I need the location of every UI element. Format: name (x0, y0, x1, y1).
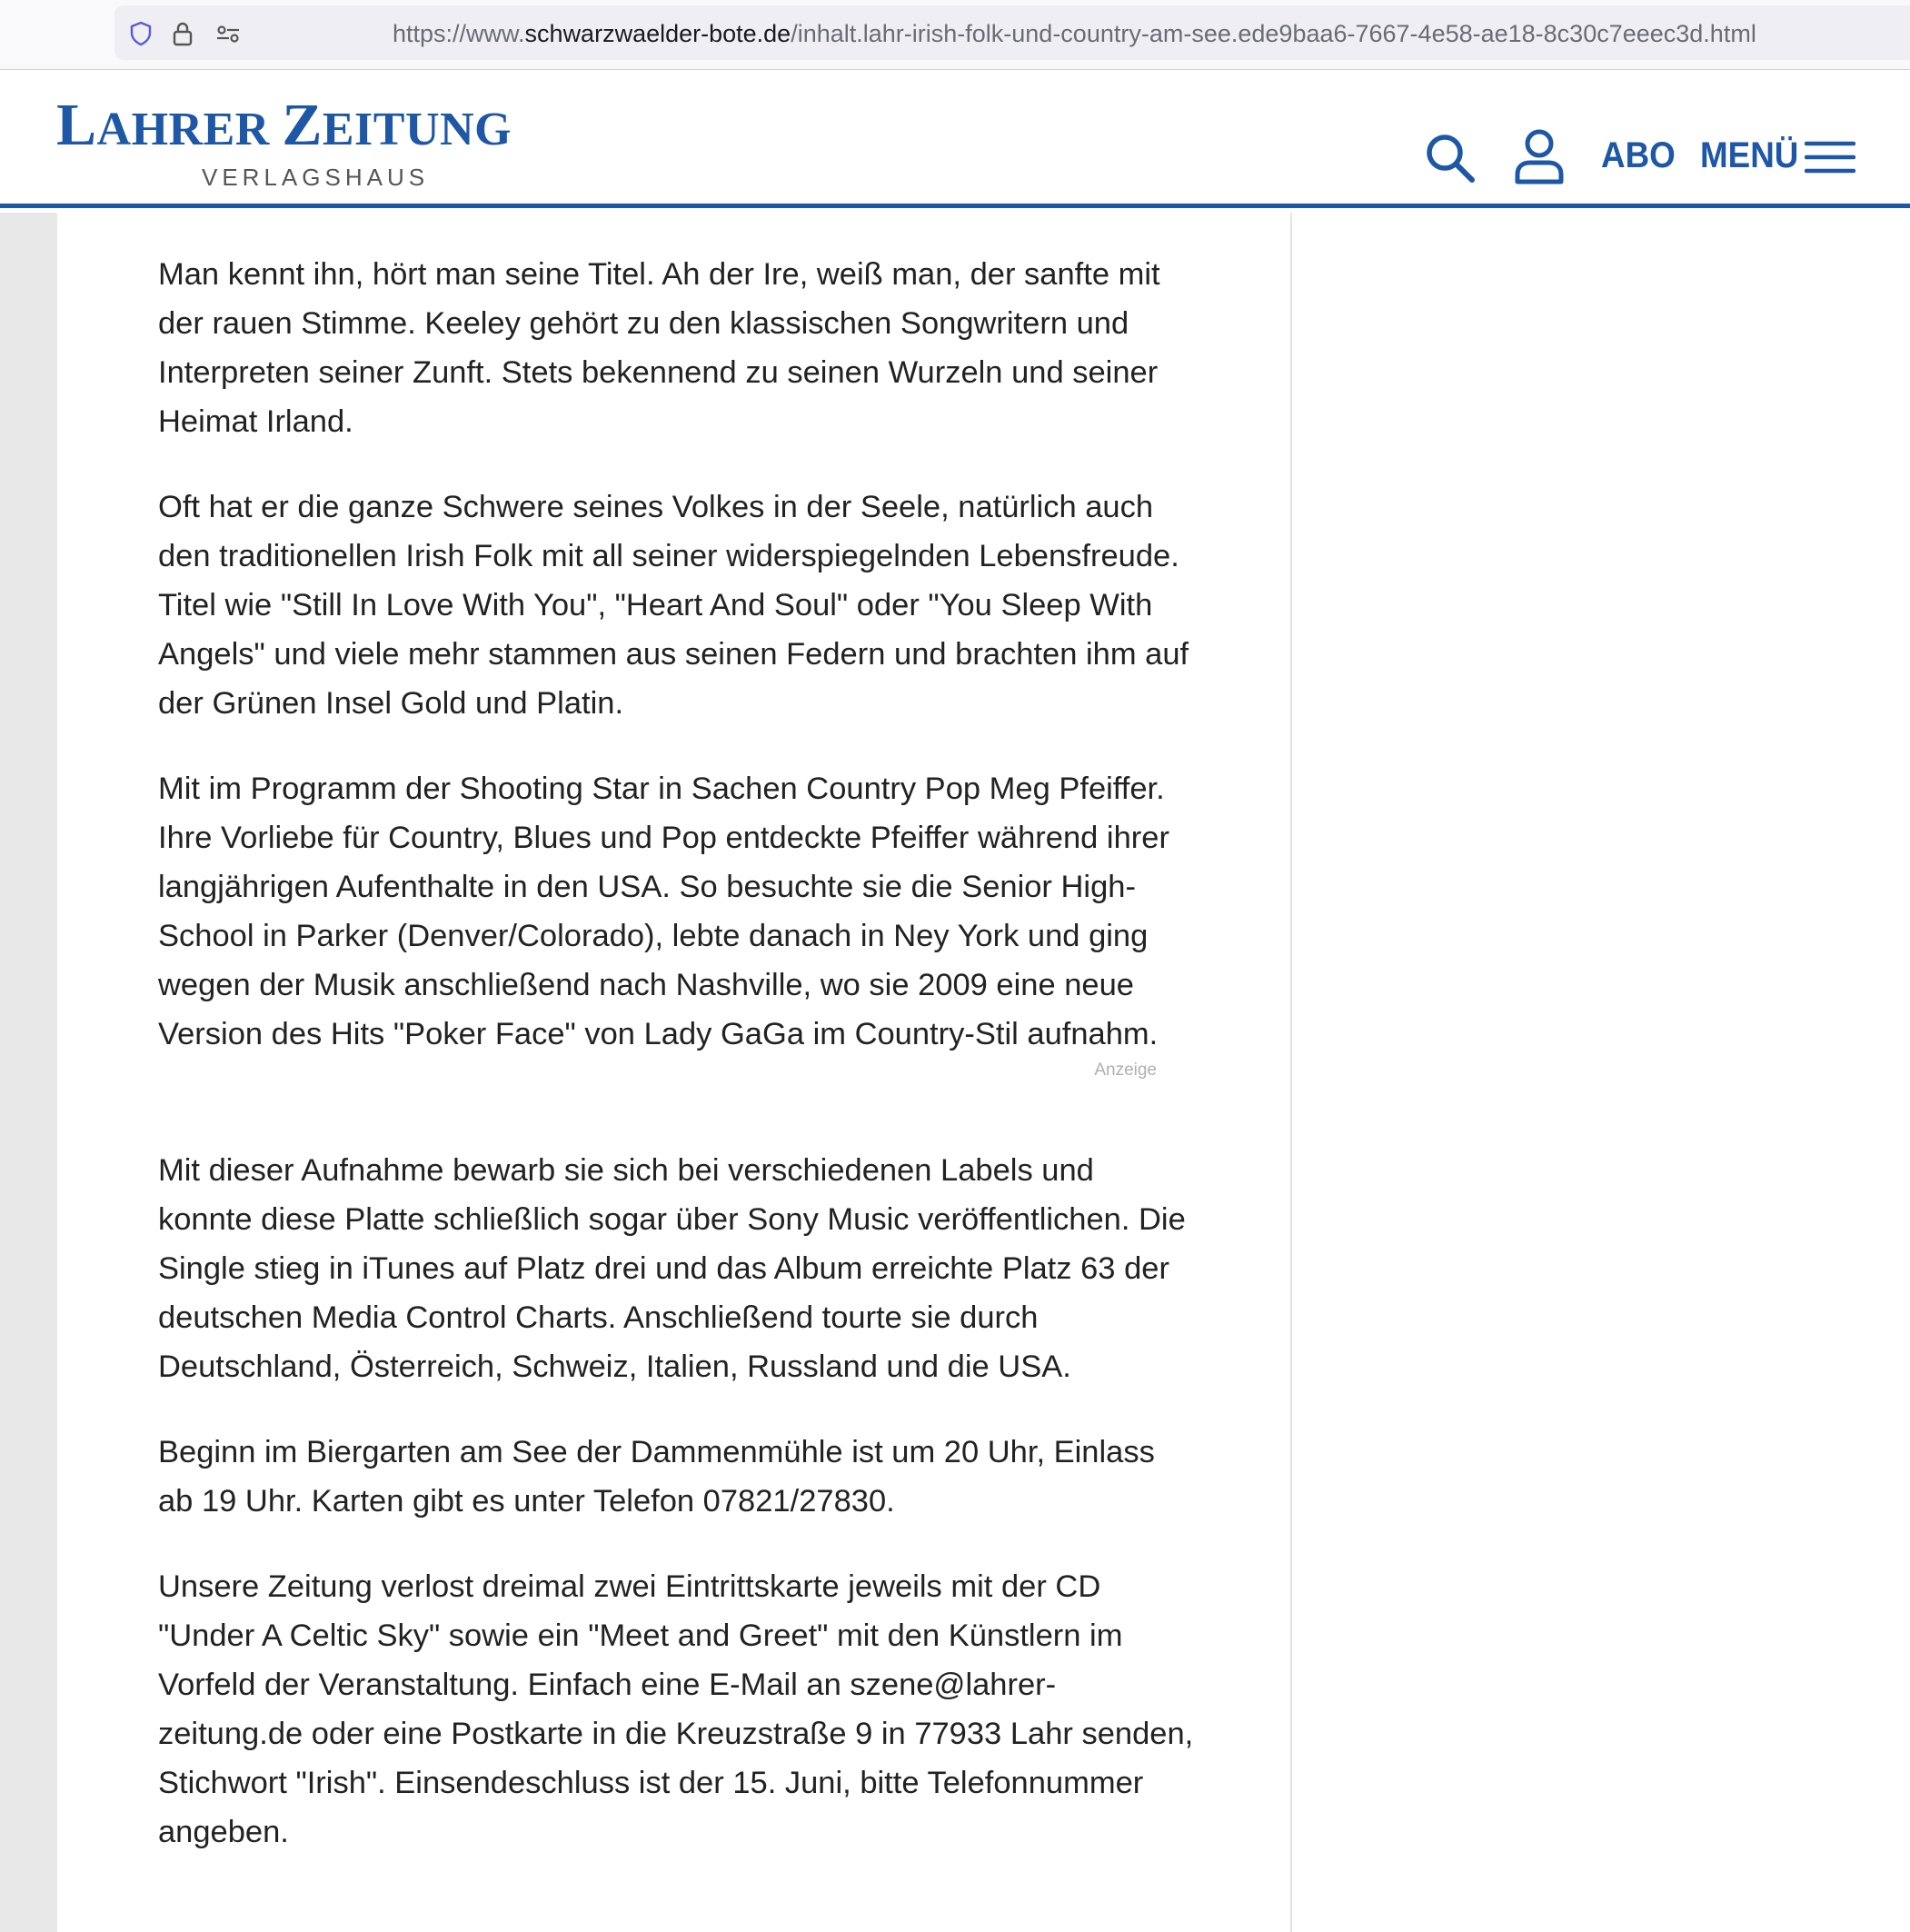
ad-label: Anzeige (1094, 1061, 1157, 1080)
site-header (0, 70, 1910, 208)
article-paragraph: Unsere Zeitung verlost dreimal zwei Eintrittskarte jeweils mit der CD "Under A Celtic Sky" sowie ein "Meet and Greet" mit den Künstlern im Vorfeld der Veranstaltung. Einfach eine E-Mail an szene@lahrer-zeitung.de oder eine Postkarte in die Kreuzstraße 9 in 77933 Lahr senden, Stichwort "Irish". Einsendeschluss ist der 15. Juni, bitte Telefonnummer angeben. (158, 1569, 1194, 1849)
url-bar[interactable] (114, 5, 1910, 60)
left-gutter (0, 213, 57, 1932)
article-body (158, 250, 1194, 1893)
logo-letter: Z (282, 92, 323, 158)
article-paragraph: Man kennt ihn, hört man seine Titel. Ah der Ire, weiß man, der sanfte mit der rauen Stimme. Keeley gehört zu den klassischen Songwritern und Interpreten seiner Zunft. Stets bekennend zu seinen Wurzeln und seiner Heimat Irland. (158, 257, 1160, 439)
site-permissions-icon[interactable] (214, 20, 242, 47)
logo-word: AHRER (96, 104, 283, 155)
abo-link[interactable]: ABO (1601, 135, 1676, 175)
logo-letter: L (56, 92, 97, 158)
url-path: /inhalt.lahr-irish-folk-und-country-am-see.ede9baa6-7667-4e58-ae18-8c30c7eeec3d.html (791, 20, 1756, 47)
shield-icon[interactable] (127, 20, 154, 47)
site-logo[interactable] (56, 92, 512, 158)
sidebar-divider (1290, 213, 1292, 1932)
hamburger-icon[interactable] (1805, 140, 1855, 174)
article-paragraph: Oft hat er die ganze Schwere seines Volkes in der Seele, natürlich auch den traditionellen Irish Folk mit all seiner widerspiegelnden Lebensfreude. Titel wie "Still In Love With You", "Heart And Soul" oder "You Sleep With Angels" und viele mehr stammen aus seinen Federn und brachten ihm auf der Grünen Insel Gold und Platin. (158, 490, 1189, 721)
user-icon[interactable] (1514, 127, 1565, 185)
url-text[interactable] (393, 20, 1756, 47)
browser-toolbar (0, 0, 1910, 70)
lock-icon[interactable] (169, 20, 196, 47)
article-paragraph: Mit dieser Aufnahme bewarb sie sich bei verschiedenen Labels und konnte diese Platte schließlich sogar über Sony Music veröffentlichen. Die Single stieg in iTunes auf Platz drei und das Album erreichte Platz 63 der deutschen Media Control Charts. Anschließend tourte sie durch Deutschland, Österreich, Schweiz, Italien, Russland und die USA. (158, 1153, 1186, 1384)
ad-slot (158, 1059, 1194, 1122)
logo-subtitle: VERLAGSHAUS (202, 164, 430, 191)
url-domain: schwarzwaelder-bote.de (524, 20, 791, 47)
url-scheme: https://www. (393, 20, 525, 47)
menu-label[interactable]: MENÜ (1700, 135, 1799, 175)
search-icon[interactable] (1423, 131, 1477, 185)
article-paragraph: Beginn im Biergarten am See der Dammenmühle ist um 20 Uhr, Einlass ab 19 Uhr. Karten gibt es unter Telefon 07821/27830. (158, 1435, 1155, 1519)
article-paragraph: Mit im Programm der Shooting Star in Sachen Country Pop Meg Pfeiffer. Ihre Vorliebe für Country, Blues und Pop entdeckte Pfeiffer während ihrer langjährigen Aufenthalte in den USA. So besuchte sie die Senior High-School in Parker (Denver/Colorado), lebte danach in Ney York und ging wegen der Musik anschließend nach Nashville, wo sie 2009 eine neue Version des Hits "Poker Face" von Lady GaGa im Country-Stil aufnahm. (158, 772, 1169, 1051)
logo-word: EITUNG (322, 104, 512, 155)
